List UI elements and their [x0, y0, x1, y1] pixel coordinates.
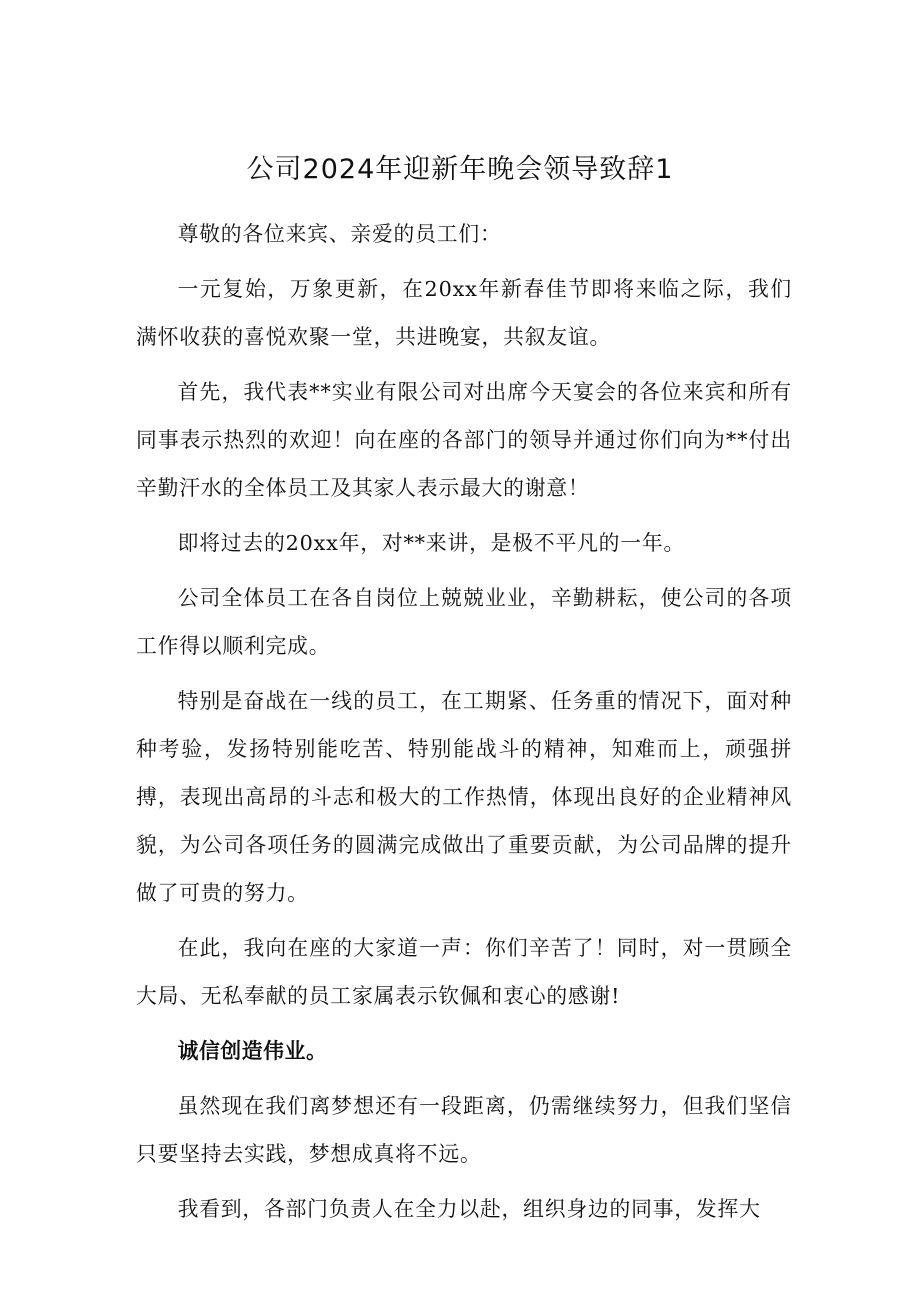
body-paragraph: 即将过去的20xx年，对**来讲，是极不平凡的一年。 — [177, 531, 686, 555]
body-paragraph: 公司全体员工在各自岗位上兢兢业业，辛勤耕耘，使公司的各项工作得以顺利完成。 — [136, 586, 792, 658]
document-title: 公司2024年迎新年晚会领导致辞1 — [246, 154, 674, 185]
body-paragraph: 首先，我代表**实业有限公司对出席今天宴会的各位来宾和所有同事表示热烈的欢迎！向在座的各部门的领导并通过你们向为**付出辛勤汗水的全体员工及其家人表示最大的谢意！ — [136, 380, 792, 500]
body-paragraph: 虽然现在我们离梦想还有一段距离，仍需继续努力，但我们坚信只要坚持去实践，梦想成真将不远。 — [136, 1094, 792, 1166]
document-body — [136, 210, 792, 1240]
salutation-paragraph: 尊敬的各位来宾、亲爱的员工们： — [177, 222, 502, 246]
body-paragraph: 特别是奋战在一线的员工，在工期紧、任务重的情况下，面对种种考验，发扬特别能吃苦、特别能战斗的精神，知难而上，顽强拼搏，表现出高昂的斗志和极大的工作热情，体现出良好的企业精神风貌，为公司各项任务的圆满完成做出了重要贡献，为公司品牌的提升做了可贵的努力。 — [136, 689, 792, 905]
body-paragraph: 我看到，各部门负责人在全力以赴，组织身边的同事，发挥大 — [177, 1197, 761, 1221]
body-paragraph: 在此，我向在座的大家道一声：你们辛苦了！同时，对一贯顾全大局、无私奉献的员工家属表示钦佩和衷心的感谢! — [136, 936, 792, 1008]
body-paragraph: 一元复始，万象更新，在20xx年新春佳节即将来临之际，我们满怀收获的喜悦欢聚一堂，共进晚宴，共叙友谊。 — [136, 277, 792, 349]
section-heading: 诚信创造伟业。 — [177, 1039, 328, 1063]
